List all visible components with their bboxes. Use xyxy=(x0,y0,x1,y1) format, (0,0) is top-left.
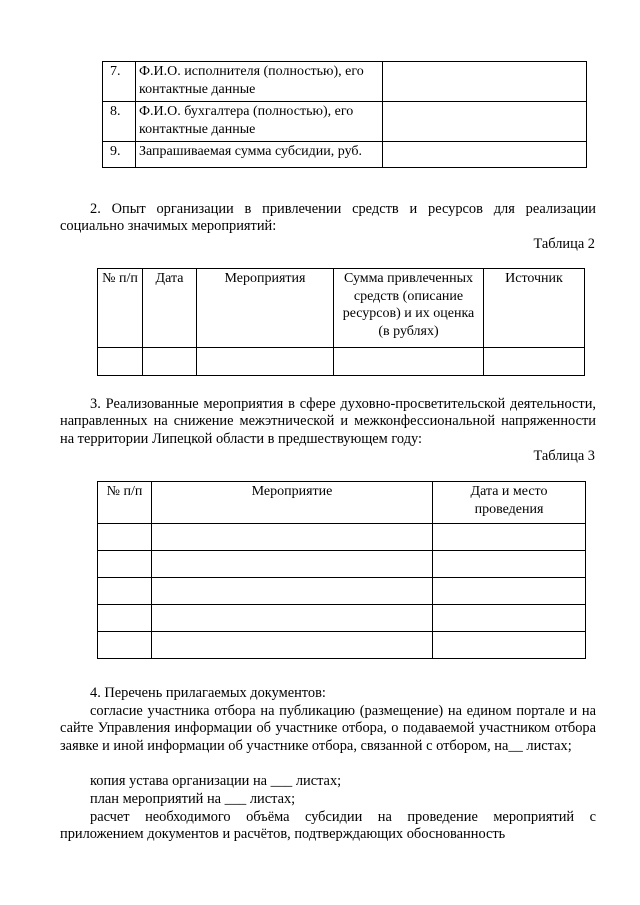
table-cell[interactable] xyxy=(143,348,197,376)
table-row xyxy=(98,578,586,605)
table-cell[interactable] xyxy=(484,348,585,376)
table-cell[interactable] xyxy=(433,605,586,632)
column-header: Источник xyxy=(484,269,585,348)
table-cell[interactable] xyxy=(334,348,484,376)
document-list-item: план мероприятий на ___ листах; xyxy=(90,791,296,807)
table-cell[interactable] xyxy=(433,632,586,659)
section-4-title: 4. Перечень прилагаемых документов: xyxy=(90,685,326,701)
table-cell[interactable] xyxy=(152,551,433,578)
document-list-item: копия устава организации на ___ листах; xyxy=(90,773,342,789)
row-number: 9. xyxy=(103,142,136,168)
row-value[interactable] xyxy=(383,102,587,142)
table-row xyxy=(98,551,586,578)
table-cell[interactable] xyxy=(98,348,143,376)
table-cell[interactable] xyxy=(152,578,433,605)
column-header: Дата и место проведения xyxy=(433,482,586,524)
column-header: Дата xyxy=(143,269,197,348)
table-cell[interactable] xyxy=(98,605,152,632)
row-value[interactable] xyxy=(383,142,587,168)
table-cell[interactable] xyxy=(152,605,433,632)
column-header: Сумма привлеченных средств (описание ресурсов) и их оценка (в рублях) xyxy=(334,269,484,348)
document-list-item: расчет необходимого объёма субсидии на проведение мероприятий с приложением документов и расчётов, подтверждающих обоснованность xyxy=(60,809,596,843)
table-row xyxy=(98,348,585,376)
row-label: Запрашиваемая сумма субсидии, руб. xyxy=(136,142,383,168)
row-value[interactable] xyxy=(383,62,587,102)
column-header: № п/п xyxy=(98,269,143,348)
table-cell[interactable] xyxy=(152,524,433,551)
table-row xyxy=(98,632,586,659)
document-list-item: согласие участника отбора на публикацию (размещение) на едином портале и на сайте Управления информации об участнике отбора, о подаваемой участником отбора заявке и иной информации об участнике отбора, связанной с отбором, на__ листах; xyxy=(60,703,596,754)
table-cell[interactable] xyxy=(433,551,586,578)
column-header: Мероприятия xyxy=(197,269,334,348)
row-number: 7. xyxy=(103,62,136,102)
table-cell[interactable] xyxy=(98,632,152,659)
table-row xyxy=(103,102,587,142)
section-3-text: 3. Реализованные мероприятия в сфере духовно-просветительской деятельности, направленных на снижение межэтнической и межконфессиональной напряженности на территории Липецкой области в предшествующем году: xyxy=(60,396,596,447)
table-header-row xyxy=(98,482,586,524)
column-header: Мероприятие xyxy=(152,482,433,524)
table-cell[interactable] xyxy=(98,524,152,551)
funding-experience-table xyxy=(97,268,585,376)
applicant-info-table xyxy=(102,61,587,168)
table-cell[interactable] xyxy=(433,578,586,605)
table-row xyxy=(103,62,587,102)
row-label: Ф.И.О. бухгалтера (полностью), его контактные данные xyxy=(136,102,383,142)
table-cell[interactable] xyxy=(98,578,152,605)
row-number: 8. xyxy=(103,102,136,142)
table-cell[interactable] xyxy=(152,632,433,659)
row-label: Ф.И.О. исполнителя (полностью), его контактные данные xyxy=(136,62,383,102)
table-3-caption: Таблица 3 xyxy=(533,448,595,464)
column-header: № п/п xyxy=(98,482,152,524)
table-cell[interactable] xyxy=(197,348,334,376)
table-2-caption: Таблица 2 xyxy=(533,236,595,252)
implemented-events-table xyxy=(97,481,586,659)
table-row xyxy=(98,524,586,551)
table-header-row xyxy=(98,269,585,348)
table-row xyxy=(98,605,586,632)
table-cell[interactable] xyxy=(433,524,586,551)
section-2-text: 2. Опыт организации в привлечении средств и ресурсов для реализации социально значимых мероприятий: xyxy=(60,201,596,235)
table-row xyxy=(103,142,587,168)
table-cell[interactable] xyxy=(98,551,152,578)
